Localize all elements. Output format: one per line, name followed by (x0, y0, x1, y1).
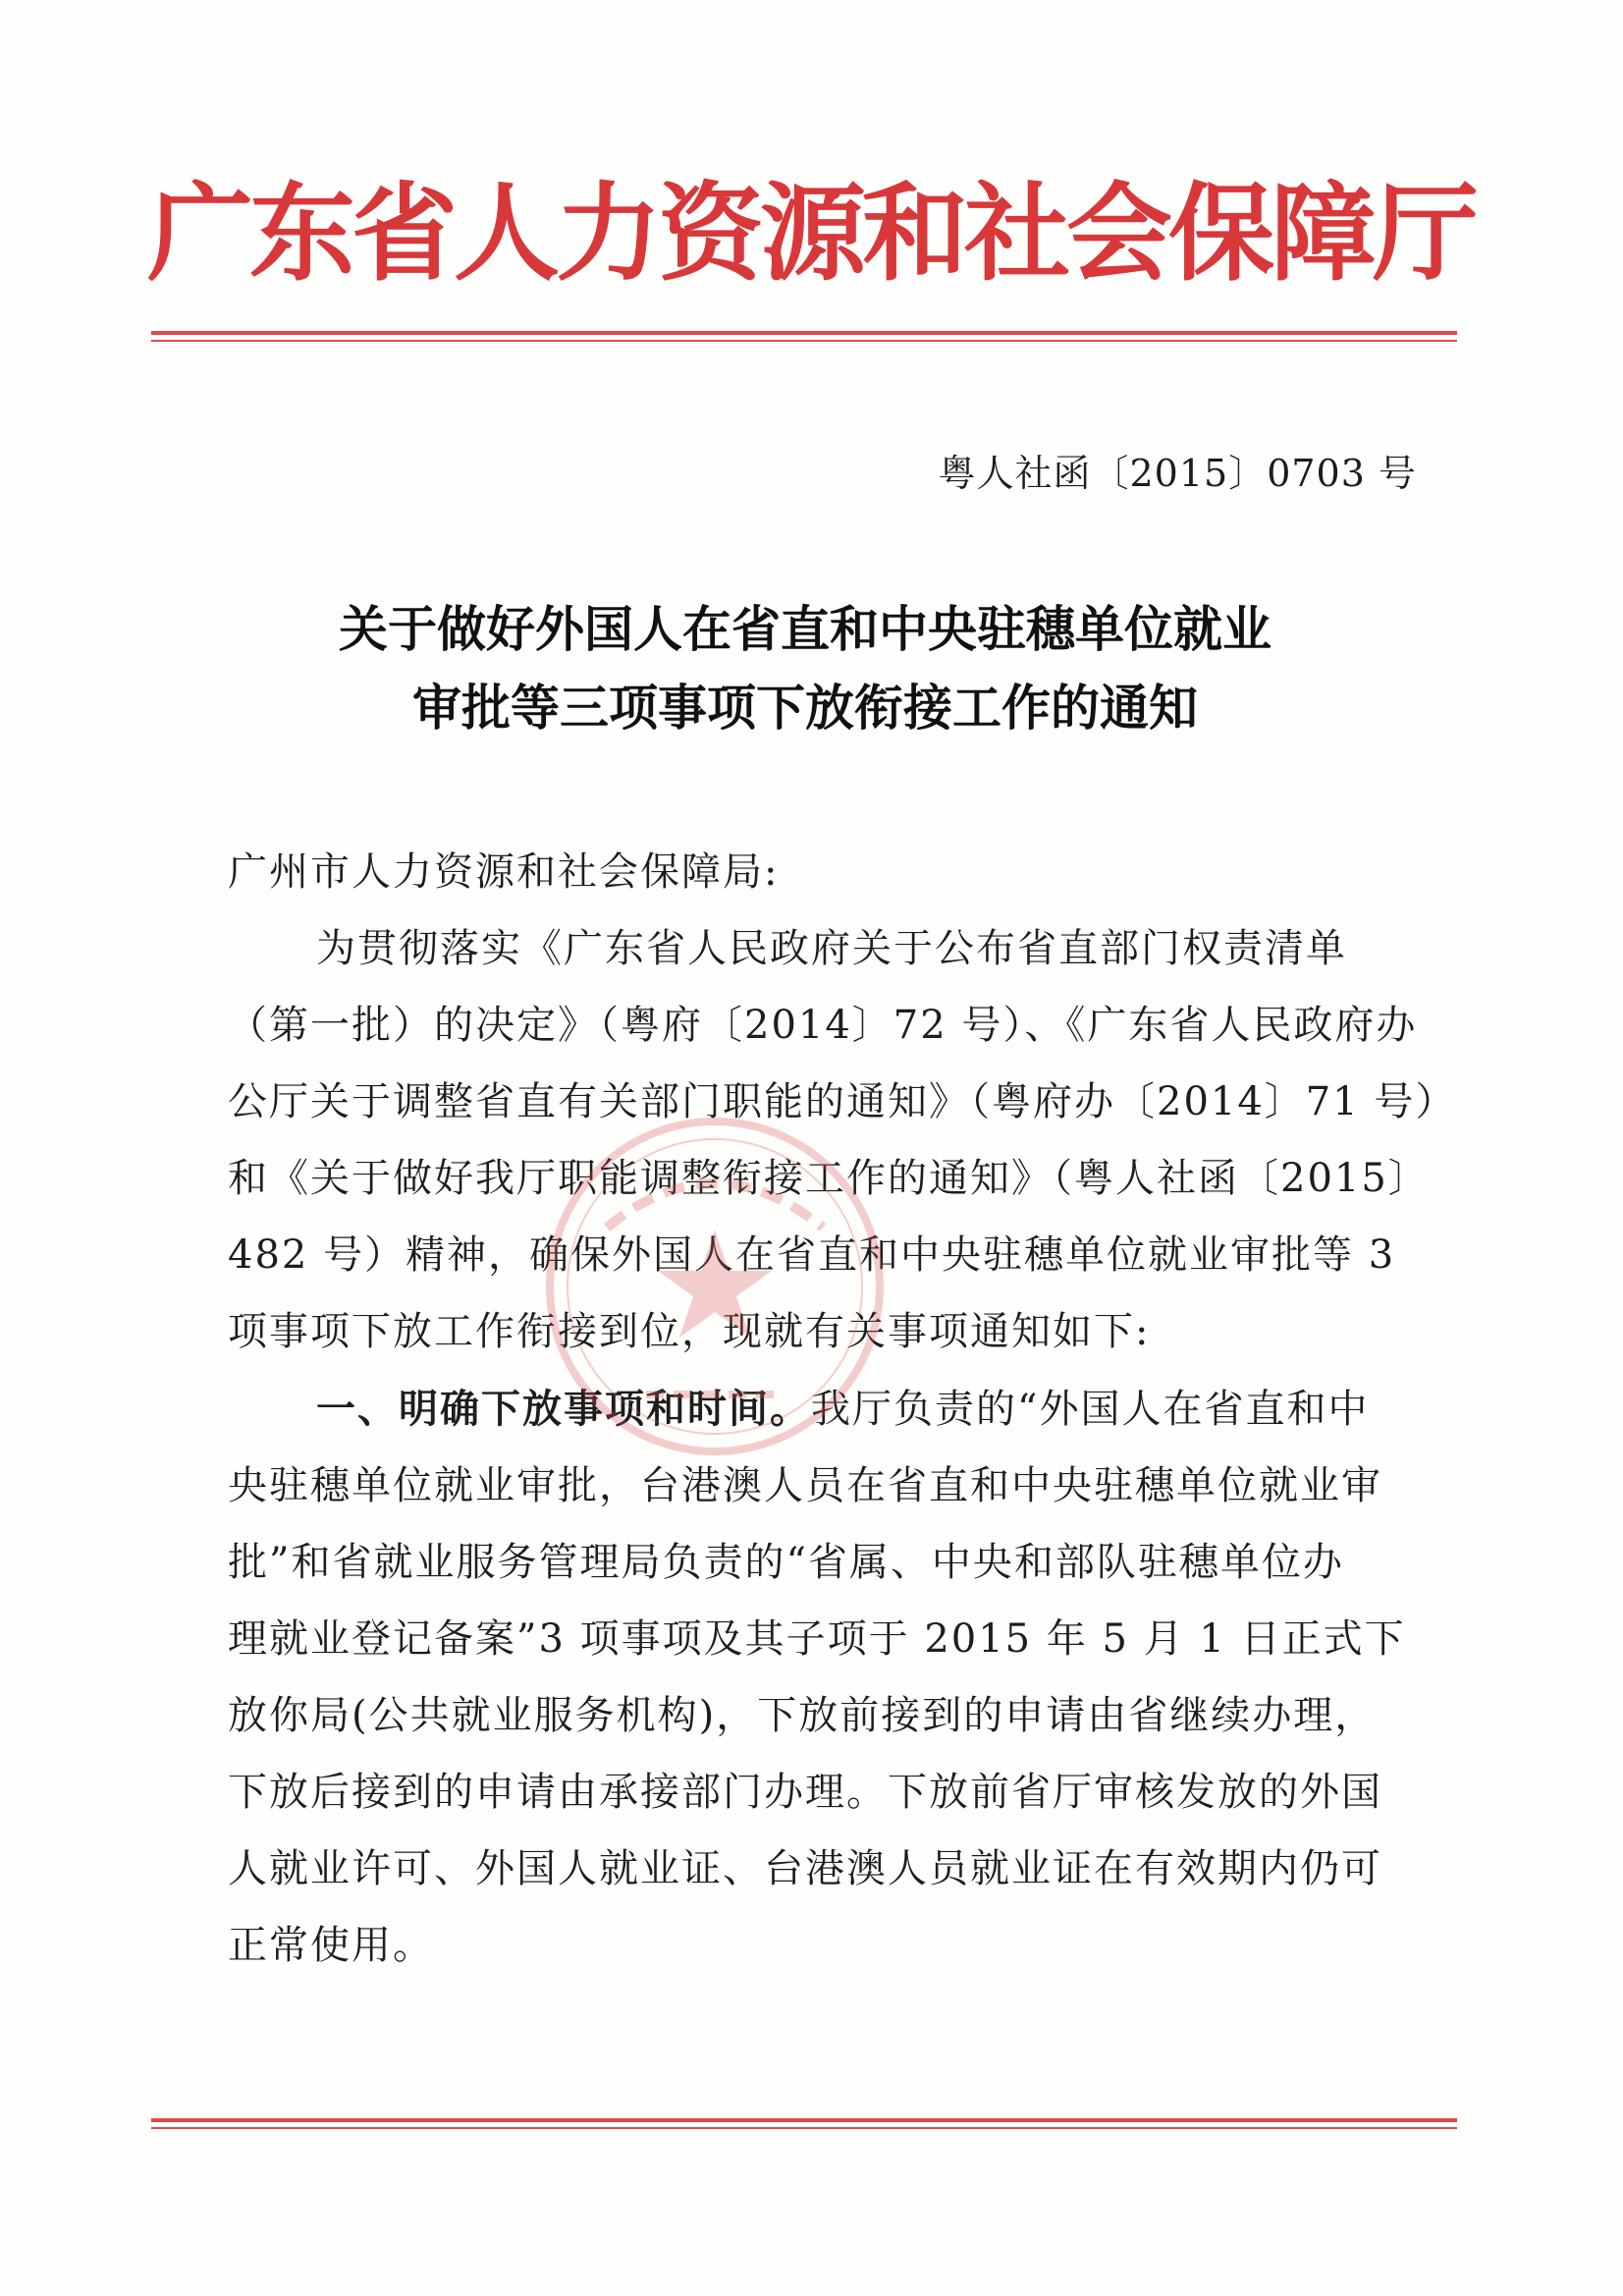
footer-rule-thick (151, 2118, 1457, 2122)
addressee: 广州市人力资源和社会保障局: (228, 849, 780, 895)
paragraph-1-line: 482 号）精神，确保外国人在省直和中央驻穗单位就业审批等 3 (228, 1232, 1396, 1278)
section-1-line: 放你局(公共就业服务机构)，下放前接到的申请由省继续办理， (228, 1693, 1377, 1738)
section-1-line: 批”和省就业服务管理局负责的“省属、中央和部队驻穗单位办 (228, 1540, 1344, 1585)
document-number: 粤人社函〔2015〕0703 号 (938, 452, 1417, 495)
section-1-first-line (316, 1380, 1369, 1439)
letterhead-title: 广东省人力资源和社会保障厅 (147, 172, 1476, 296)
section-1-line: 理就业登记备案”3 项事项及其子项于 2015 年 5 月 1 日正式下 (228, 1616, 1406, 1662)
section-1-line: 下放后接到的申请由承接部门办理。下放前省厅审核发放的外国 (228, 1770, 1382, 1815)
paragraph-1-line: 和《关于做好我厅职能调整衔接工作的通知》（粤人社函〔2015〕 (228, 1156, 1430, 1201)
paragraph-1-line: 项事项下放工作衔接到位，现就有关事项通知如下: (228, 1309, 1151, 1354)
header-rule-thick (151, 331, 1457, 335)
header-rule-thin (151, 340, 1457, 342)
paragraph-1-line: 为贯彻落实《广东省人民政府关于公布省直部门权责清单 (316, 926, 1347, 971)
section-1-first-line-text: 我厅负责的“外国人在省直和中 (811, 1387, 1370, 1432)
section-1-line: 正常使用。 (228, 1923, 434, 1968)
section-1-line: 人就业许可、外国人就业证、台港澳人员就业证在有效期内仍可 (228, 1846, 1382, 1891)
paragraph-1-line: 公厅关于调整省直有关部门职能的通知》（粤府办〔2014〕71 号） (228, 1079, 1457, 1124)
section-1-heading: 一、明确下放事项和时间。 (316, 1386, 811, 1432)
footer-rule-thin (151, 2127, 1457, 2129)
document-title-line-1: 关于做好外国人在省直和中央驻穗单位就业 (339, 600, 1271, 658)
section-1-line: 央驻穗单位就业审批，台港澳人员在省直和中央驻穗单位就业审 (228, 1463, 1382, 1508)
document-title-line-2: 审批等三项事项下放衔接工作的通知 (412, 679, 1198, 737)
paragraph-1-line: （第一批）的决定》（粤府〔2014〕72 号）、《广东省人民政府办 (228, 1003, 1418, 1048)
